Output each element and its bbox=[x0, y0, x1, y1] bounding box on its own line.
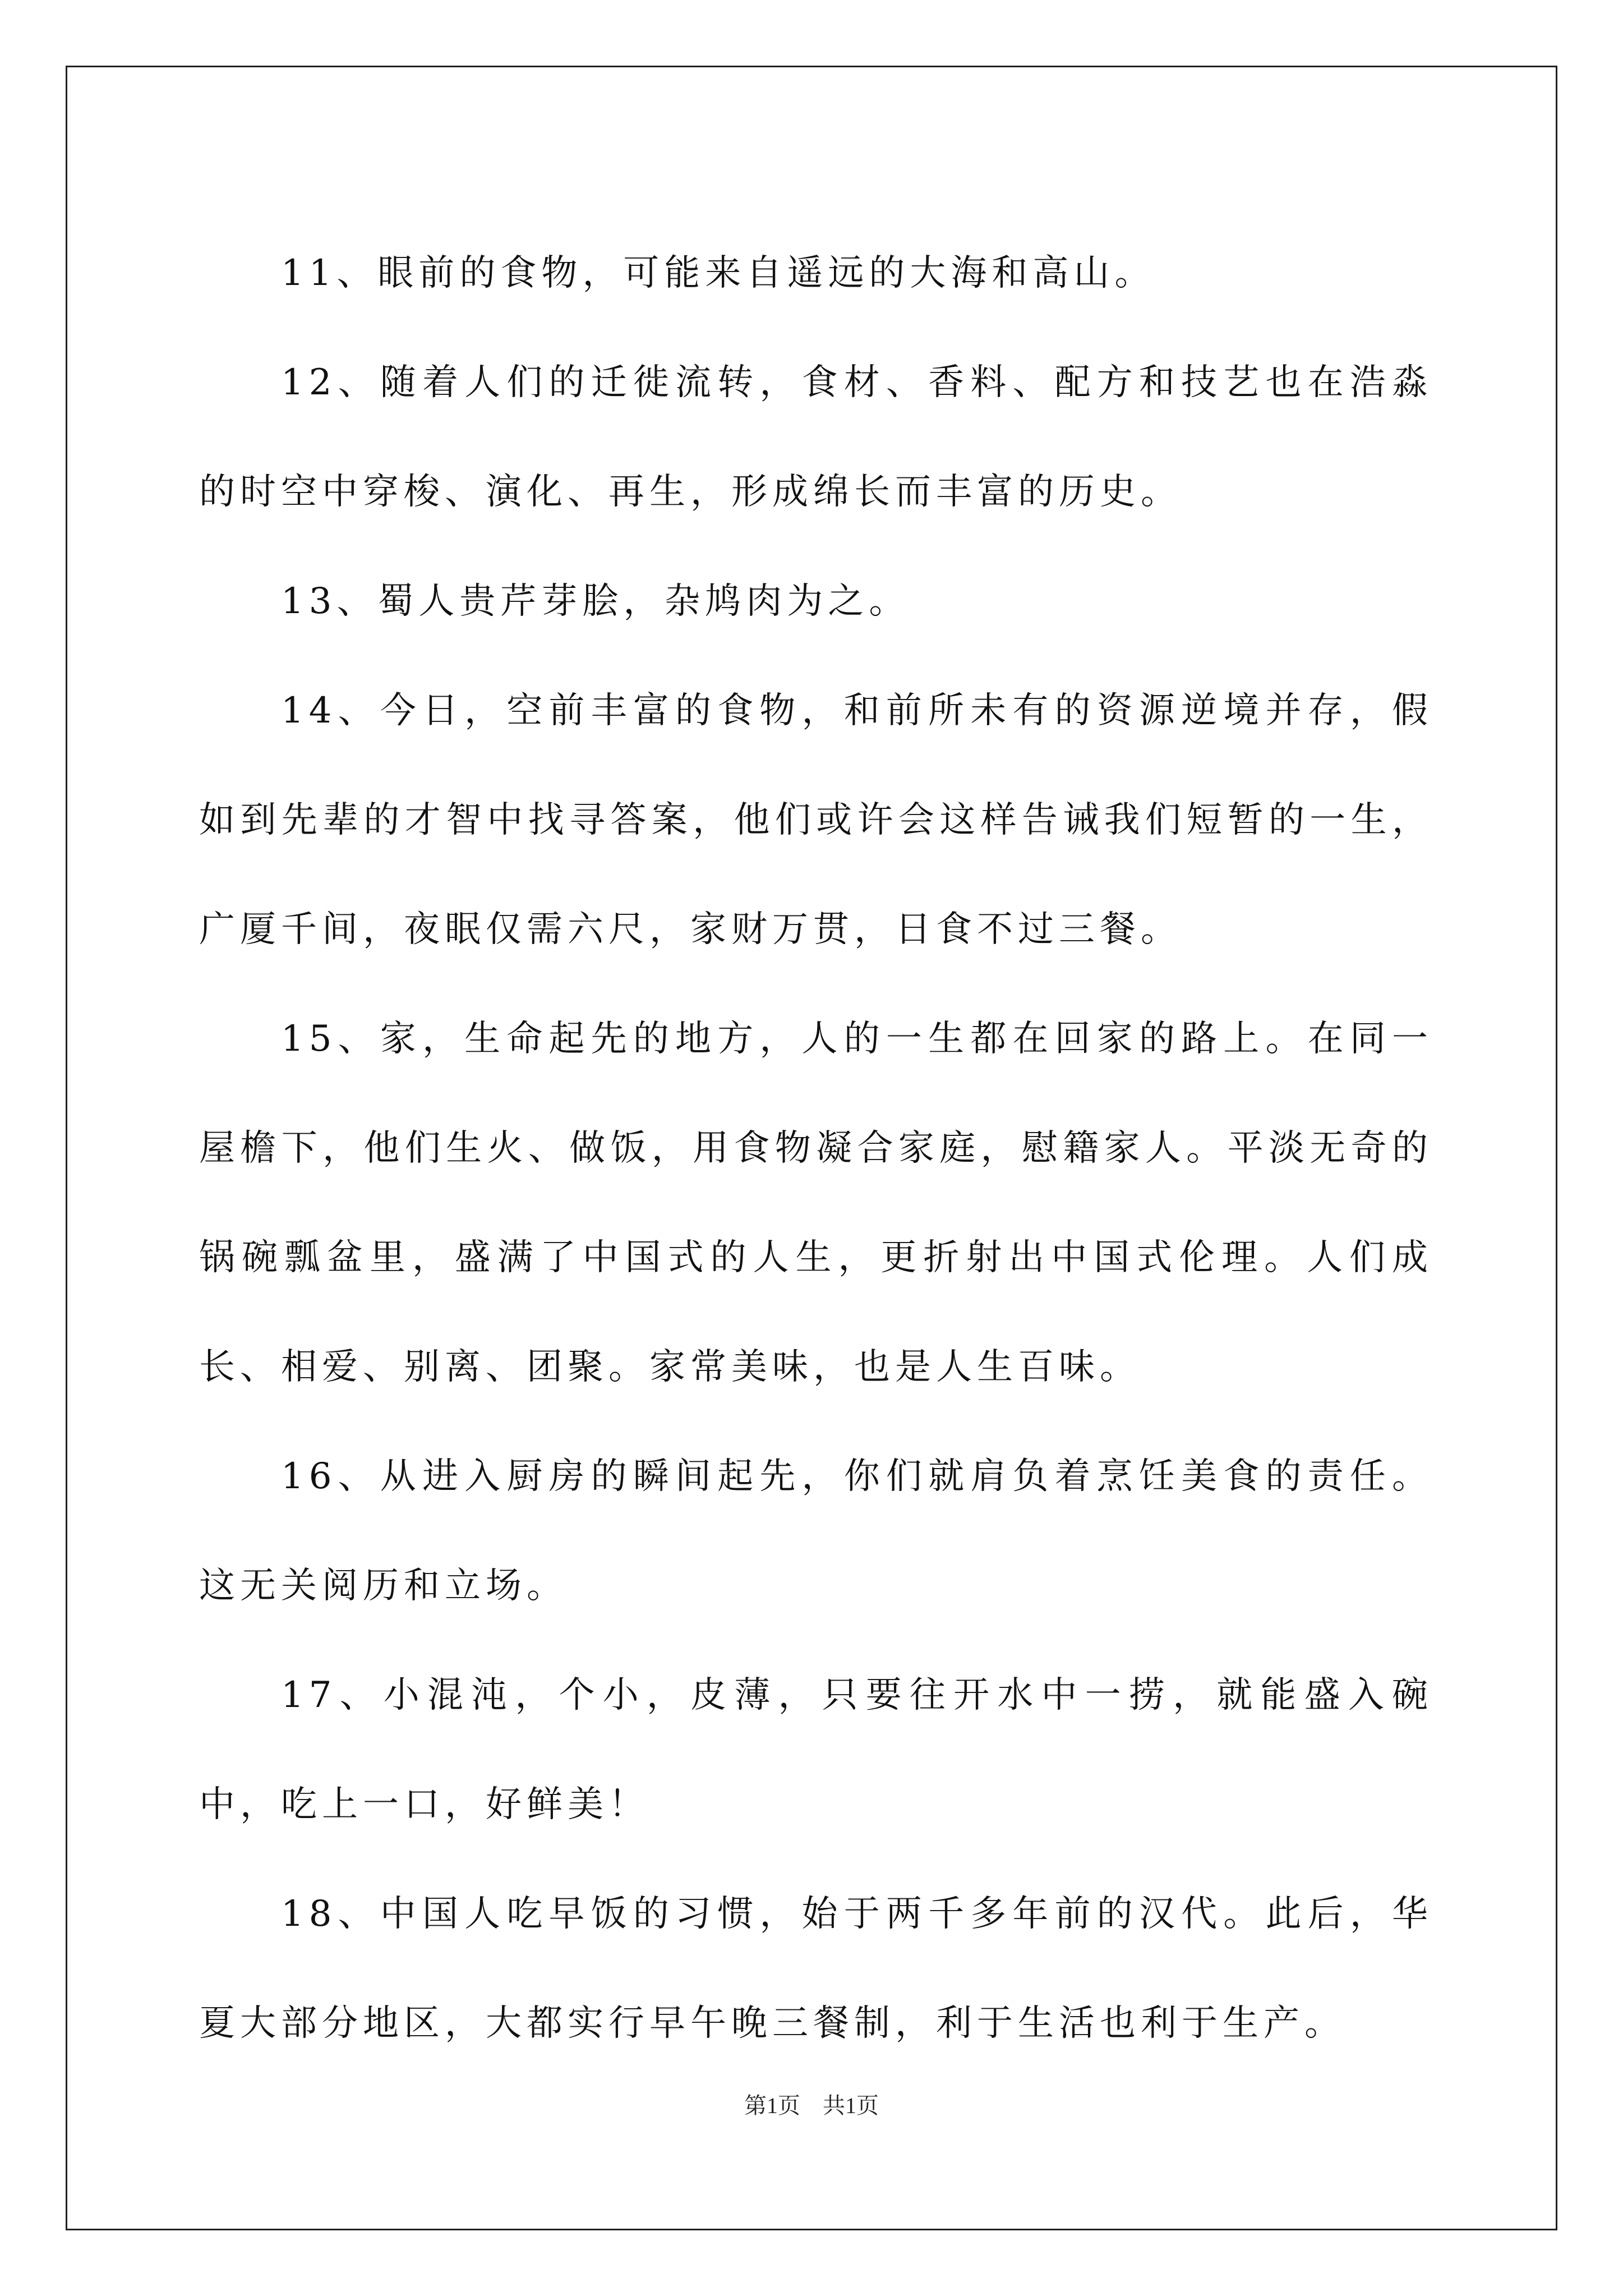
paragraph-17: 17、小混沌，个小，皮薄，只要往开水中一捞，就能盛入碗中，吃上一口，好鲜美！ bbox=[199, 1674, 1433, 1825]
paragraph-11: 11、眼前的食物，可能来自遥远的大海和高山。 bbox=[281, 252, 1156, 294]
paragraph-12: 12、随着人们的迁徙流转，食材、香料、配方和技艺也在浩淼的时空中穿梭、演化、再生，形成绵长而丰富的历史。 bbox=[199, 362, 1433, 513]
paragraph-14: 14、今日，空前丰富的食物，和前所未有的资源逆境并存，假如到先辈的才智中找寻答案，他们或许会这样告诫我们短暂的一生，广厦千间，夜眠仅需六尺，家财万贯，日食不过三餐。 bbox=[199, 690, 1433, 950]
paragraph-13: 13、蜀人贵芹芽脍，杂鸠肉为之。 bbox=[281, 581, 910, 622]
paragraph-16: 16、从进入厨房的瞬间起先，你们就肩负着烹饪美食的责任。这无关阅历和立场。 bbox=[199, 1456, 1433, 1607]
paragraph-15: 15、家，生命起先的地方，人的一生都在回家的路上。在同一屋檐下，他们生火、做饭，用食物凝合家庭，慰籍家人。平淡无奇的锅碗瓢盆里，盛满了中国式的人生，更折射出中国式伦理。人们成长、相爱、别离、团聚。家常美味，也是人生百味。 bbox=[199, 1018, 1433, 1388]
document-body bbox=[199, 219, 1433, 2078]
paragraph-18: 18、中国人吃早饭的习惯，始于两千多年前的汉代。此后，华夏大部分地区，大都实行早午晚三餐制，利于生活也利于生产。 bbox=[199, 1893, 1433, 2044]
page-number: 第1页 共1页 bbox=[744, 2093, 879, 2118]
